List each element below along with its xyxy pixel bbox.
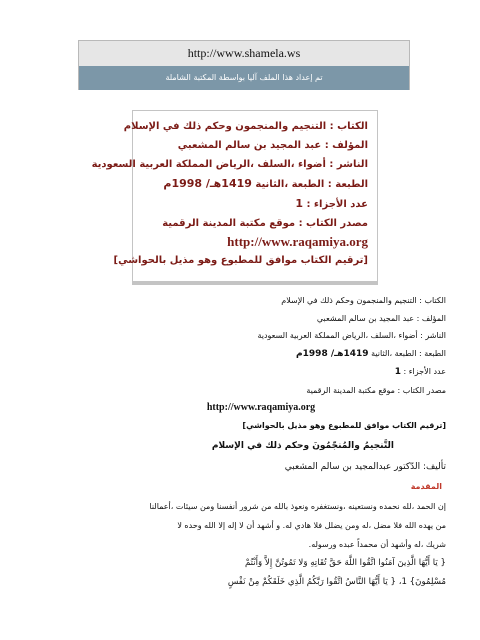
info-url[interactable]: http://www.raqamiya.org	[227, 234, 368, 249]
book-content	[36, 292, 446, 592]
intro-heading: المقدمة	[410, 481, 442, 491]
book-info-box	[91, 110, 378, 285]
content-volumes-label: عدد الأجزاء :	[403, 367, 446, 376]
content-main-title: التَّنجيمُ والمُنجّمُونَ وحكم ذلك في الإسلام	[211, 440, 394, 451]
info-author: المؤلف : عبد المجيد بن سالم المشعبي	[177, 140, 368, 151]
content-url[interactable]: http://www.raqamiya.org	[206, 402, 316, 413]
shamela-note: تم إعداد هذا الملف آليا بواسطة المكتبة الشاملة	[79, 66, 409, 90]
verse-line: مُسْلِمُونَ} 1، { يَا أَيُّهَا النَّاسُ اتَّقُوا رَبَّكُمُ الَّذِي خَلَقَكُمْ مِنْ نَفْسٍ	[227, 576, 446, 587]
info-note: [ترقيم الكتاب موافق للمطبوع وهو مذيل بالحواشي]	[113, 255, 368, 266]
shamela-url[interactable]: http://www.shamela.ws	[79, 41, 409, 66]
shamela-header	[78, 40, 410, 90]
content-edition-year: 1419هـ/ 1998م	[296, 348, 369, 359]
content-author: المؤلف : عبد المجيد بن سالم المشعبي	[316, 313, 446, 323]
content-volumes	[36, 363, 446, 382]
body-line: إن الحمد ،لله نحمده ونستعينه ،ونستغفره ونعوذ بالله من شرور أنفسنا ومن سيئات ،أعمالنا	[149, 501, 446, 511]
content-edition-label: الطبعة : الطبعة ،الثانية	[371, 348, 446, 358]
body-line: شريك ،له وأشهد أن محمداً عبده ورسوله.	[308, 539, 446, 549]
content-book-title: الكتاب : التنجيم والمنجمون وحكم ذلك في الإسلام	[281, 296, 446, 305]
info-source: مصدر الكتاب : موقع مكتبة المدينة الرقمية	[162, 218, 368, 229]
body-line: من يهده الله فلا مضل ،له ومن يضلل فلا هادي له. و أشهد أن لا إله إلا الله وحده لا	[177, 520, 446, 530]
info-volumes-label: عدد الأجزاء :	[306, 199, 368, 210]
info-edition-label: الطبعة : الطبعة ،الثانية	[255, 179, 368, 190]
content-note: [ترقيم الكتاب موافق للمطبوع وهو مذيل بالحواشي]	[242, 421, 446, 430]
verse-line: { يَا أَيُّهَا الَّذِينَ آمَنُوا اتَّقُوا اللَّهَ حَقَّ تُقَاتِهِ وَلا تَمُوتُنَّ إِلاَّ وَأَنْتُمْ	[244, 557, 446, 568]
info-edition-year: 1419هـ/ 1998م	[163, 177, 252, 190]
content-source: مصدر الكتاب : موقع مكتبة المدينة الرقمية	[306, 385, 446, 395]
info-volumes	[139, 194, 368, 214]
content-volumes-count: 1	[394, 367, 401, 377]
info-volumes-count: 1	[295, 197, 303, 210]
content-edition	[36, 345, 446, 364]
info-book-title: الكتاب : التنجيم والمنجمون وحكم ذلك في الإسلام	[123, 121, 368, 132]
content-publisher: الناشر : أضواء ،السلف ،الرياض المملكة العربية السعودية	[257, 331, 446, 340]
content-author-line: تأليف: الدّكتور عبدالمجيد بن سالم المشعبي	[284, 461, 446, 472]
info-publisher: الناشر : أضواء ،السلف ،الرياض المملكة العربية السعودية	[91, 159, 368, 170]
info-edition	[139, 174, 368, 194]
